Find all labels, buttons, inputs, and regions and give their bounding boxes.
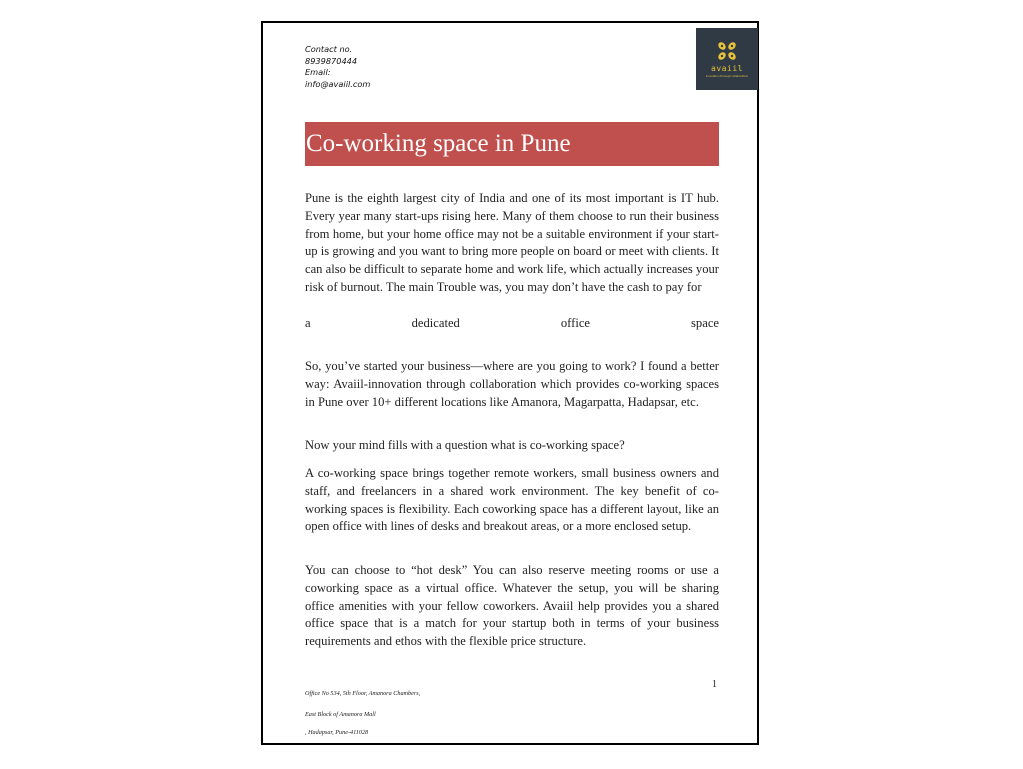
logo-text: avaiil	[711, 64, 743, 73]
page-title: Co-working space in Pune	[306, 130, 571, 157]
email-label: Email:	[305, 67, 331, 77]
paragraph-2: So, you’ve started your business—where are you going to work? I found a better way: Avaiil-innovation through collaboration which provides co-working spaces in Pune over 10+ different locations like Amanora, Magarpatta, Hadapsar, etc.	[305, 359, 719, 409]
paragraph-1-last-line	[305, 315, 719, 333]
document-page	[261, 21, 759, 745]
word-a: a	[305, 316, 311, 330]
contact-email: info@avaiil.com	[305, 78, 371, 89]
address-line-3: , Hadapsar, Pune-411028	[305, 729, 369, 736]
word-space: space	[691, 316, 719, 330]
address-line-2: East Block of Amanora Mall	[305, 711, 376, 718]
address-line-1: Office No 534, 5th Floor, Amanora Chambers,	[305, 690, 421, 697]
title-banner	[305, 122, 719, 166]
contact-phone: 8939870444	[305, 55, 358, 66]
contact-block	[305, 44, 465, 90]
flower-icon	[716, 40, 738, 62]
avaiil-logo	[696, 28, 758, 90]
contact-label: Contact no.	[305, 44, 353, 54]
paragraph-3: Now your mind fills with a question what is co-working space?	[305, 438, 625, 452]
page-number: 1	[712, 679, 717, 690]
word-dedicated: dedicated	[411, 316, 460, 330]
paragraph-4: A co-working space brings together remote workers, small business owners and staff, and freelancers in a shared work environment. The key benefit of co-working spaces is flexibility. Each coworking space has a different layout, like an open office with lines of desks and breakout areas, or a more enclosed setup.	[305, 466, 719, 534]
logo-tagline: innovation through collaboration	[705, 75, 749, 78]
paragraph-5: You can choose to “hot desk” You can also reserve meeting rooms or use a coworking space as a virtual office. Whatever the setup, you will be sharing office amenities with your fellow coworkers. Avaiil help provides you a shared office space that is a match for your startup both in terms of your business requirements and ethos with the flexible price structure.	[305, 563, 719, 649]
word-office: office	[560, 316, 591, 330]
paragraph-1: Pune is the eighth largest city of India and one of its most important is IT hub. Every year many start-ups rising here. Many of them choose to run their business from home, but your home office may not be a suitable environment if your start-up is growing and you want to bring more people on board or meet with clients. It can also be difficult to separate home and work life, which actually increases your risk of burnout. The main Trouble was, you may don’t have the cash to pay for	[305, 191, 719, 294]
